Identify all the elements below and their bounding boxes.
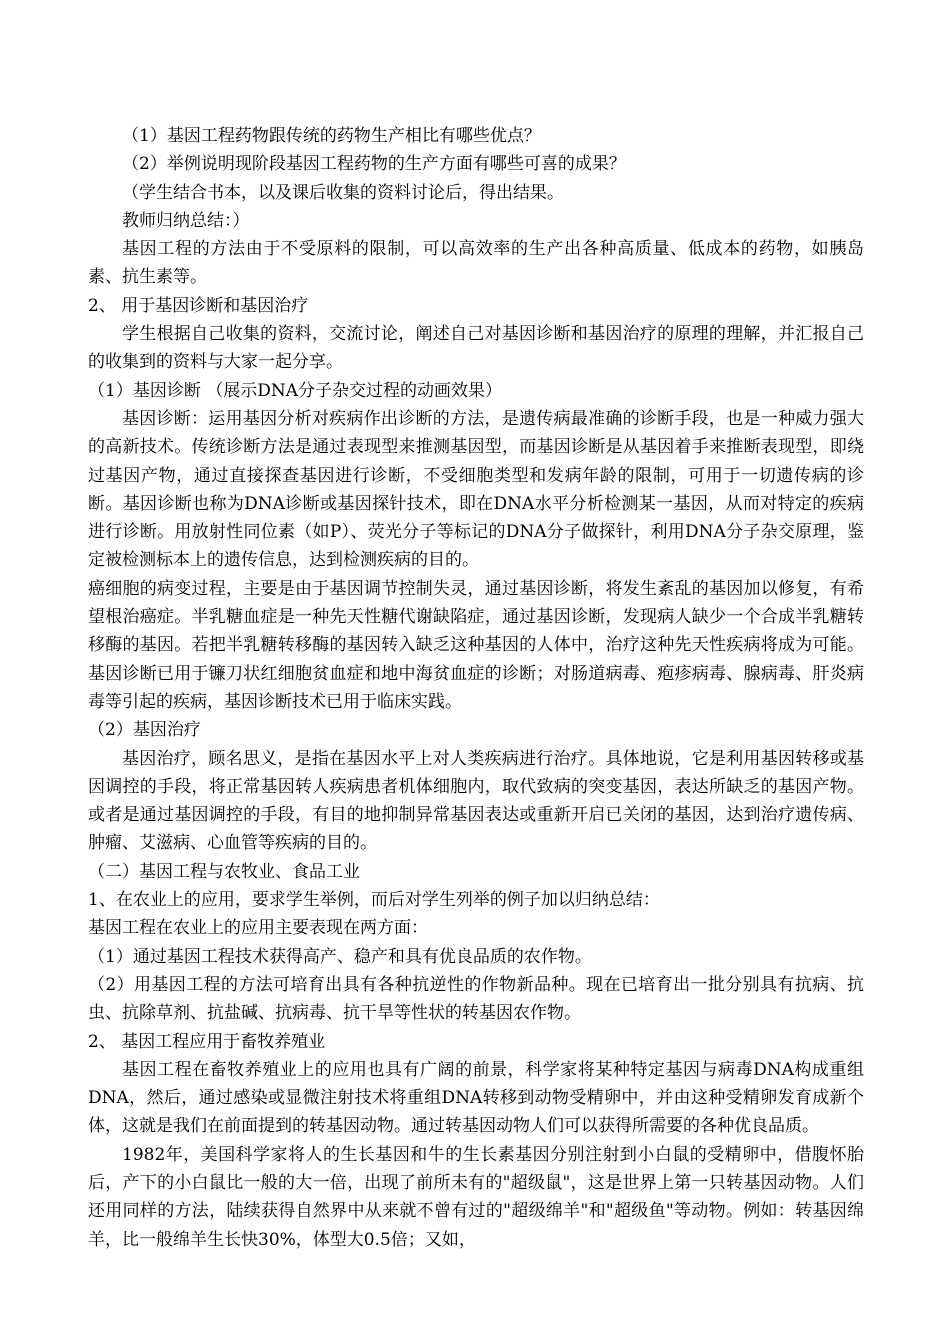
- paragraph-agriculture-application: 1、在农业上的应用，要求学生举例，而后对学生列举的例子加以归纳总结：: [88, 890, 660, 911]
- student-discussion-note: （学生结合书本，以及课后收集的资料讨论后，得出结果。: [122, 182, 564, 203]
- paragraph-super-mouse: 1982年，美国科学家将人的生长基因和牛的生长素基因分别注射到小白鼠的受精卵中，借腹怀胎后，产下的小白鼠比一般的大一倍，出现了前所未有的"超级鼠"，这是世界上第一只转基因动物。人们还用同样的方法，陆续获得自然界中从来就不曾有过的"超级绵羊"和"超级鱼"等动物。例如：转基因绵羊，比一般绵羊生长快30%，体型大0.5倍；又如，: [88, 1144, 864, 1250]
- paragraph-gene-therapy-definition: 基因治疗，顾名思义，是指在基因水平上对人类疾病进行治疗。具体地说，它是利用基因转移或基因调控的手段，将正常基因转人疾病患者机体细胞内，取代致病的突变基因，表达所缺乏的基因产物。或者是通过基因调控的手段，有目的地抑制异常基因表达或重新开启已关闭的基因，达到治疗遗传病、肿瘤、艾滋病、心血管等疾病的目的。: [88, 748, 864, 854]
- heading-animal-husbandry: 2、 基因工程应用于畜牧养殖业: [88, 1031, 326, 1052]
- paragraph-cancer-cells: 癌细胞的病变过程，主要是由于基因调节控制失灵，通过基因诊断，将发生紊乱的基因加以修复，有希望根治癌症。半乳糖血症是一种先天性糖代谢缺陷症，通过基因诊断，发现病人缺少一个合成半乳糖转移酶的基因。若把半乳糖转移酶的基因转入缺乏这种基因的人体中，治疗这种先天性疾病将成为可能。基因诊断已用于镰刀状红细胞贫血症和地中海贫血症的诊断；对肠道病毒、疱疹病毒、腺病毒、肝炎病毒等引起的疾病，基因诊断技术已用于临床实践。: [88, 578, 864, 712]
- list-item-resistant-crops: （2）用基因工程的方法可培育出具有各种抗逆性的作物新品种。现在已培育出一批分别具有抗病、抗虫、抗除草剂、抗盐碱、抗病毒、抗干旱等性状的转基因农作物。: [88, 974, 864, 1024]
- heading-gene-therapy: （2）基因治疗: [88, 720, 201, 741]
- question-2: （2）举例说明现阶段基因工程药物的生产方面有哪些可喜的成果？: [122, 154, 626, 175]
- question-1: （1）基因工程药物跟传统的药物生产相比有哪些优点？: [122, 126, 541, 146]
- paragraph-transgenic-animals: 基因工程在畜牧养殖业上的应用也具有广阔的前景，科学家将某种特定基因与病毒DNA构成重组DNA，然后，通过感染或显微注射技术将重组DNA转移到动物受精卵中，并由这种受精卵发育成新个体，这就是我们在前面提到的转基因动物。通过转基因动物人们可以获得所需要的各种优良品质。: [88, 1059, 864, 1137]
- heading-gene-diagnosis-therapy: 2、 用于基因诊断和基因治疗: [88, 295, 309, 316]
- teacher-summary-label: 教师归纳总结：）: [122, 210, 250, 231]
- heading-gene-diagnosis: （1）基因诊断 （展示DNA分子杂交过程的动画效果）: [88, 380, 503, 401]
- paragraph-student-sharing: 学生根据自己收集的资料，交流讨论，阐述自己对基因诊断和基因治疗的原理的理解，并汇报自己的收集到的资料与大家一起分享。: [88, 324, 864, 373]
- paragraph-drug-summary: 基因工程的方法由于不受原料的限制，可以高效率的生产出各种高质量、低成本的药物，如胰岛素、抗生素等。: [88, 239, 864, 288]
- paragraph-gene-diagnosis-definition: 基因诊断：运用基因分析对疾病作出诊断的方法，是遗传病最准确的诊断手段，也是一种威力强大的高新技术。传统诊断方法是通过表现型来推测基因型，而基因诊断是从基因着手来推断表现型，即绕过基因产物，通过直接探查基因进行诊断，不受细胞类型和发病年龄的限制，可用于一切遗传病的诊断。基因诊断也称为DNA诊断或基因探针技术，即在DNA水平分析检测某一基因，从而对特定的疾病进行诊断。用放射性同位素（如P）、荧光分子等标记的DNA分子做探针，利用DNA分子杂交原理，鉴定被检测标本上的遗传信息，达到检测疾病的目的。: [88, 408, 864, 571]
- heading-agriculture-food: （二）基因工程与农牧业、食品工业: [88, 861, 360, 882]
- list-item-high-yield-crops: （1）通过基因工程技术获得高产、稳产和具有优良品质的农作物。: [88, 946, 592, 967]
- paragraph-agriculture-two-aspects: 基因工程在农业上的应用主要表现在两方面：: [88, 918, 428, 939]
- document-page: [88, 122, 864, 1254]
